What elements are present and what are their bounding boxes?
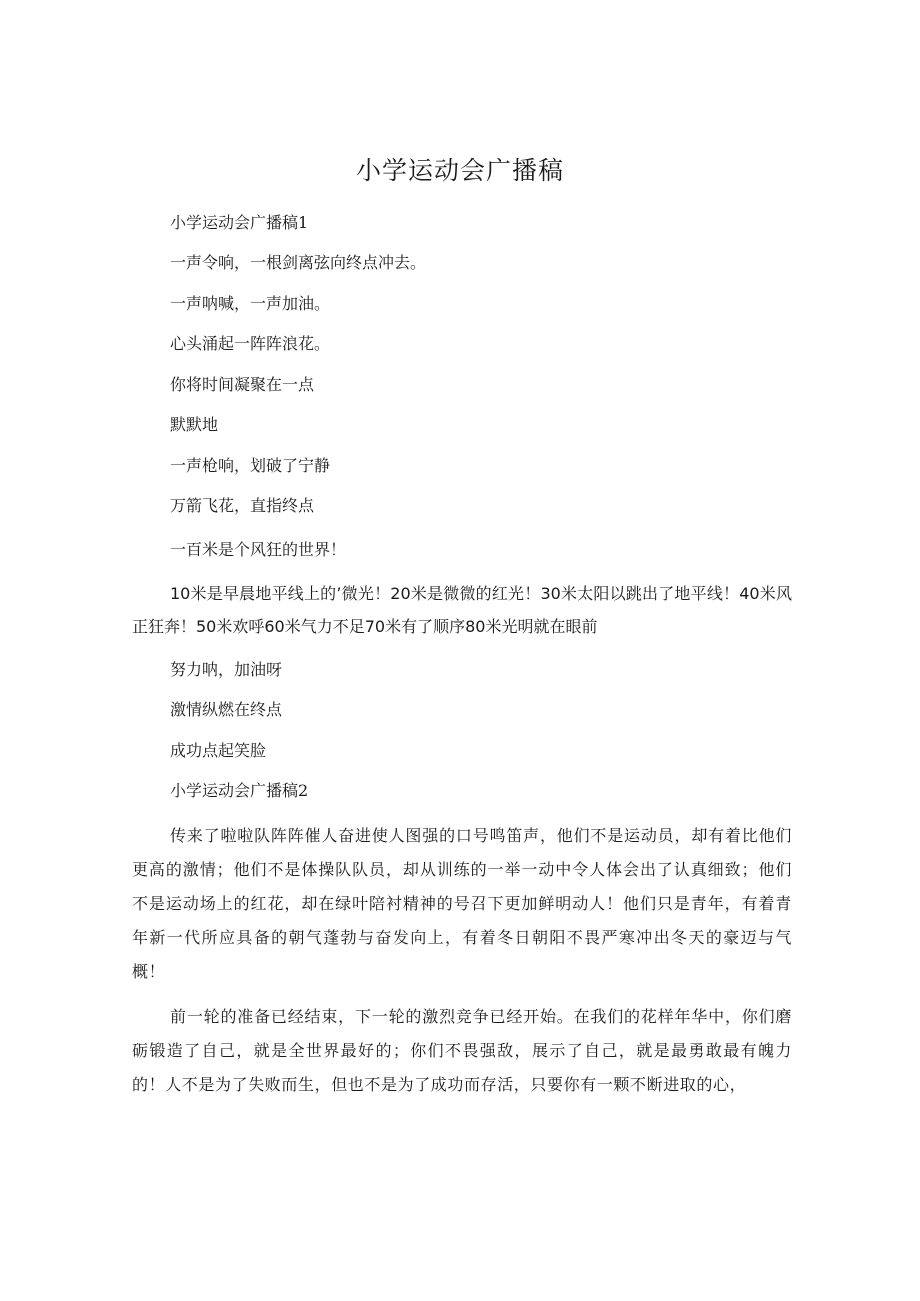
- paragraph: 你将时间凝聚在一点: [170, 375, 315, 394]
- section-heading-1: 小学运动会广播稿1: [170, 213, 309, 232]
- paragraph: 一声呐喊，一声加油。: [170, 294, 331, 313]
- paragraph: 一声枪响，划破了宁静: [170, 456, 331, 475]
- paragraph-distances: 10米是早晨地平线上的’微光！20米是微微的红光！30米太阳以跳出了地平线！40米风正狂奔！50米欢呼60米气力不足70米有了顺序80米光明就在眼前: [132, 584, 792, 636]
- paragraph: 一百米是个风狂的世界！: [170, 540, 347, 559]
- paragraph: 万箭飞花，直指终点: [170, 496, 315, 515]
- paragraph-cheerleaders: 传来了啦啦队阵阵催人奋进使人图强的口号鸣笛声，他们不是运动员，却有着比他们更高的激情；他们不是体操队队员，却从训练的一举一动中令人体会出了认真细致；他们不是运动场上的红花，却在绿叶陪衬精神的号召下更加鲜明动人！他们只是青年，有着青年新一代所应具备的朝气蓬勃与奋发向上，有着冬日朝阳不畏严寒冲出冬天的豪迈与气概！: [132, 826, 792, 981]
- document-title: 小学运动会广播稿: [355, 156, 564, 185]
- paragraph: 心头涌起一阵阵浪花。: [170, 334, 331, 353]
- paragraph-competition: 前一轮的准备已经结束，下一轮的激烈竞争已经开始。在我们的花样年华中，你们磨砺锻造了自己，就是全世界最好的；你们不畏强敌，展示了自己，就是最勇敢最有魄力的！人不是为了失败而生，但也不是为了成功而存活，只要你有一颗不断进取的心，: [132, 1007, 792, 1094]
- section-heading-2: 小学运动会广播稿2: [170, 781, 309, 800]
- paragraph: 努力呐，加油呀: [170, 660, 283, 679]
- paragraph: 一声令响，一根剑离弦向终点冲去。: [170, 253, 427, 272]
- paragraph: 默默地: [170, 415, 219, 434]
- paragraph: 激情纵燃在终点: [170, 700, 283, 719]
- paragraph: 成功点起笑脸: [170, 741, 267, 760]
